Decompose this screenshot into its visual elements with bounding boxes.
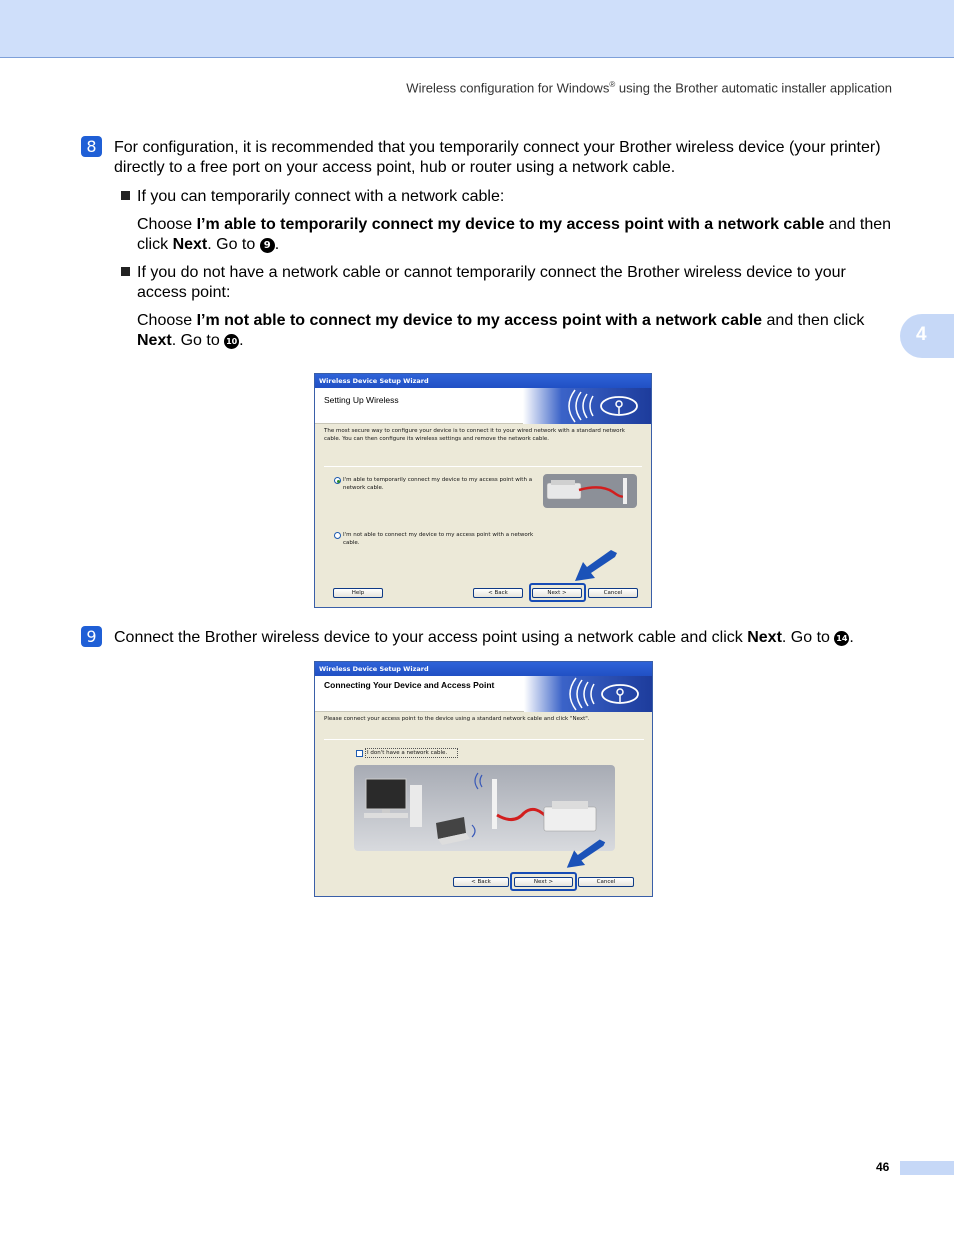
step-ref-10: 10 (224, 334, 239, 349)
wizard-header (315, 676, 652, 712)
wizard-heading: Setting Up Wireless (324, 395, 399, 405)
separator (324, 466, 642, 467)
wizard-connecting-device (314, 661, 653, 897)
option-not-able-label: I'm not able to connect my device to my access point with a network cable. (343, 532, 534, 546)
next-button[interactable]: Next > (514, 877, 573, 887)
wizard-description: Please connect your access point to the device using a standard network cable and click "Next". (324, 716, 590, 722)
step-8-badge: 8 (81, 136, 102, 157)
top-band (0, 0, 954, 58)
next-button[interactable]: Next > (532, 588, 582, 598)
help-button[interactable]: Help (333, 588, 383, 598)
chapter-tab: 4 (900, 314, 954, 358)
printer-cable-illustration (543, 474, 637, 508)
separator (324, 739, 644, 740)
step-9-badge: 9 (81, 626, 102, 647)
radio-able-to-connect[interactable] (334, 477, 341, 484)
wizard-setting-up-wireless (314, 373, 652, 608)
arrow-pointer-icon (565, 839, 607, 871)
running-header: Wireless configuration for Windows® using the Brother automatic installer application (406, 80, 892, 96)
page-number-tab (900, 1161, 954, 1175)
back-button[interactable]: < Back (453, 877, 509, 887)
option-able-label: I'm able to temporarily connect my device to my access point with a network cable. (343, 477, 533, 491)
wizard-header (315, 388, 651, 424)
back-button[interactable]: < Back (473, 588, 523, 598)
arrow-pointer-icon (573, 550, 619, 584)
bullet-1-instruction: Choose I’m able to temporarily connect my device to my access point with a network cable and then click Next. Go to 9 . (137, 216, 892, 253)
wireless-logo-icon (524, 676, 652, 712)
bullet-square (121, 191, 130, 200)
page-number: 46 (876, 1160, 890, 1174)
cancel-button[interactable]: Cancel (588, 588, 638, 598)
step-9-text: Connect the Brother wireless device to your access point using a network cable and click Next. Go to 14 . (114, 629, 854, 646)
wizard-description: The most secure way to configure your device is to connect it to your wired network with a standard network cable. You can then configure its wireless settings and remove the network cable. (324, 428, 625, 442)
wireless-logo-icon (523, 388, 651, 424)
radio-not-able-to-connect[interactable] (334, 532, 341, 539)
no-cable-label: I don't have a network cable. (365, 748, 458, 758)
bullet-2-instruction: Choose I’m not able to connect my device to my access point with a network cable and then click Next. Go to 10 . (137, 312, 865, 349)
bullet-square (121, 267, 130, 276)
wizard-heading: Connecting Your Device and Access Point (324, 680, 495, 690)
wizard-title-bar: Wireless Device Setup Wizard (315, 662, 652, 676)
bullet-1-text: If you can temporarily connect with a network cable: (137, 188, 505, 205)
step-8-text: For configuration, it is recommended that you temporarily connect your Brother wireless device (your printer) directly to a free port on your access point, hub or router using a network cable. (114, 139, 881, 176)
wizard-title-bar: Wireless Device Setup Wizard (315, 374, 651, 388)
step-ref-9: 9 (260, 238, 275, 253)
cancel-button[interactable]: Cancel (578, 877, 634, 887)
step-ref-14: 14 (834, 631, 849, 646)
no-cable-checkbox[interactable] (356, 750, 363, 757)
bullet-2-text: If you do not have a network cable or cannot temporarily connect the Brother wireless device to your access point: (137, 264, 846, 301)
